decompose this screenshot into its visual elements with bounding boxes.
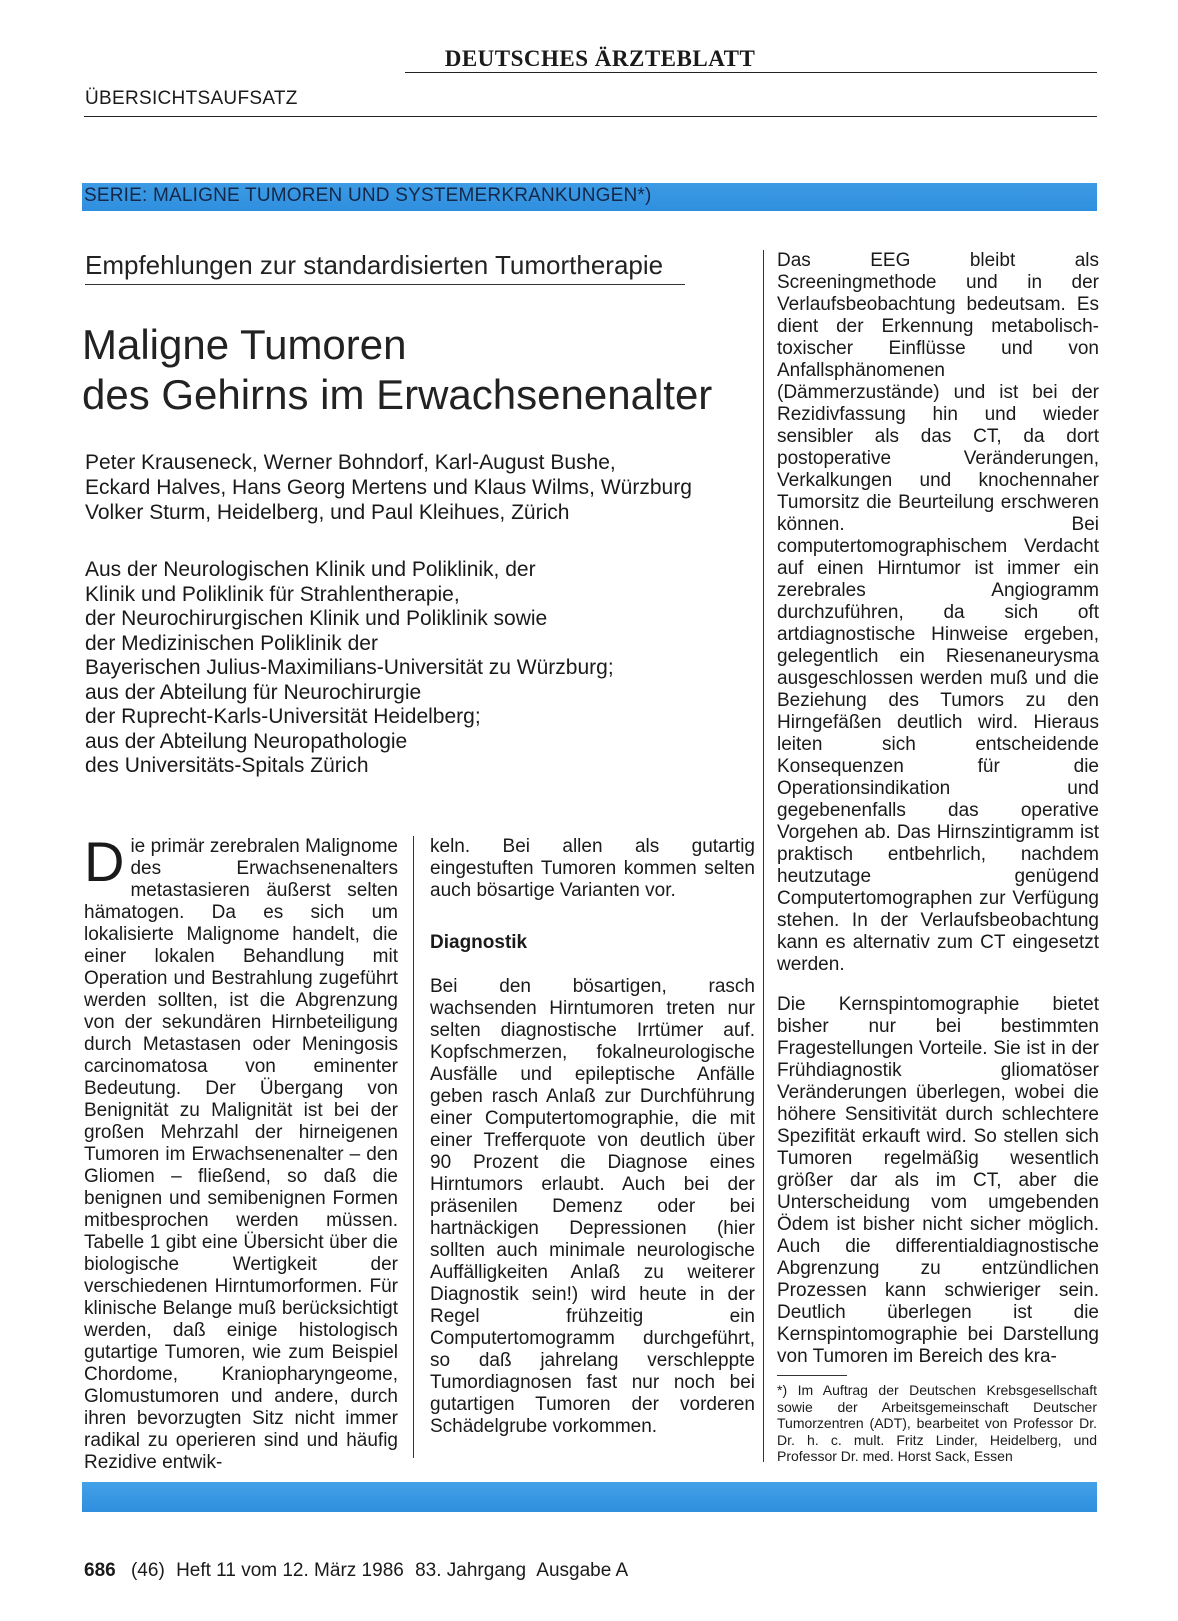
author-list (85, 450, 775, 525)
body-paragraph: keln. Bei allen als gutartig eingestuften Tumoren kommen selten auch bösartige Varianten vor. (430, 836, 755, 901)
affiliation-line: aus der Abteilung für Neurochirurgie (85, 680, 422, 704)
author-line: Volker Sturm, Heidelberg, und Paul Kleihues, Zürich (85, 501, 570, 524)
paragraph-gap (777, 976, 1099, 994)
paragraph-text: ie primär zerebralen Malignome des Erwachsenenalters metastasieren äußerst selten hämatogen. Da es sich um lokalisierte Malignome handelt, die einer lokalen Behandlung mit Operation und Bestrahlung zugeführt werden sollten, ist die Abgrenzung von der sekundären Hirnbeteiligung durch Metastasen oder Meningosis carcinomatosa von eminenter Bedeutung. Der Übergang von Benignität zu Malignität ist bei der großen Mehrzahl der hirneigenen Tumoren im Erwachsenenalter – den Gliomen – fließend, so daß die benignen und semibenignen Formen mitbesprochen werden müssen. Tabelle 1 gibt eine Übersicht über die biologische Wertigkeit der verschiedenen Hirntumorformen. Für klinische Belange muß berücksichtigt werden, daß einige histologisch gutartige Tumoren, wie zum Beispiel Chordome, Kraniopharyngeome, Glomustumoren und andere, durch ihren bevorzugten Sitz nicht immer radikal zu operieren sind und häufig Rezidive entwik- (84, 836, 398, 1473)
title-line-2: des Gehirns im Erwachsenenalter (82, 371, 713, 418)
affiliation-line: Aus der Neurologischen Klinik und Poliklinik, der (85, 558, 536, 581)
drop-cap: D (84, 830, 125, 893)
column-divider (413, 836, 414, 1458)
bottom-banner (82, 1482, 1097, 1512)
affiliation-line: Bayerischen Julius-Maximilians-Universität zu Würzburg; (85, 656, 614, 679)
body-column-3 (777, 250, 1099, 1368)
body-paragraph (84, 830, 398, 1474)
author-line: Eckard Halves, Hans Georg Mertens und Klaus Wilms, Würzburg (85, 476, 692, 499)
series-label: SERIE: MALIGNE TUMOREN UND SYSTEMERKRANKUNGEN*) (84, 185, 652, 206)
footnote-rule (777, 1375, 847, 1376)
masthead: DEUTSCHES ÄRZTEBLATT (444, 46, 756, 71)
affiliation-line: der Neurochirurgischen Klinik und Poliklinik sowie (85, 607, 548, 630)
affiliation-block (85, 558, 775, 779)
masthead-rule (405, 72, 1097, 73)
footnote: *) Im Auftrag der Deutschen Krebsgesellschaft sowie der Arbeitsgemeinschaft Deutscher Tumorzentren (ADT), bearbeitet von Professor Dr. Dr. h. c. mult. Fritz Linder, Heidelberg, und Professor Dr. med. Horst Sack, Essen (777, 1382, 1097, 1464)
title-line-1: Maligne Tumoren (82, 321, 407, 368)
article-subtitle: Empfehlungen zur standardisierten Tumortherapie (85, 250, 664, 280)
section-rule (84, 116, 1097, 117)
page-number: 686 (84, 1560, 116, 1581)
body-column-2 (430, 836, 755, 1438)
volume-info: 83. Jahrgang (415, 1560, 527, 1581)
edition-info: Ausgabe A (536, 1560, 629, 1581)
section-heading-diagnostik: Diagnostik (430, 932, 528, 953)
author-line: Peter Krauseneck, Werner Bohndorf, Karl-August Bushe, (85, 451, 616, 474)
body-paragraph: Bei den bösartigen, rasch wachsenden Hirntumoren treten nur selten diagnostische Irrtümer auf. Kopfschmerzen, fokalneurologische Ausfälle und epileptische Anfälle geben rasch Anlaß zur Durchführung einer Computertomographie, die mit einer Trefferquote von deutlich über 90 Prozent die Diagnose eines Hirntumors erlaubt. Auch bei der präsenilen Demenz oder bei hartnäckigen Depressionen (hier sollten auch minimale neurologische Auffälligkeiten Anlaß zu weiterer Diagnostik sein!) wird heute in der Regel frühzeitig ein Computertomogramm durchgeführt, so daß jahrelang verschleppte Tumordiagnosen fast nur noch bei gutartigen Tumoren der vorderen Schädelgrube vorkommen. (430, 976, 755, 1437)
affiliation-line: des Universitäts-Spitals Zürich (85, 754, 369, 777)
body-column-1 (84, 830, 398, 1474)
column-divider (763, 250, 764, 1462)
issue-info: Heft 11 vom 12. März 1986 (176, 1560, 404, 1581)
page-footer (84, 1560, 634, 1582)
subtitle-underline (85, 284, 685, 285)
affiliation-line: aus der Abteilung Neuropathologie (85, 729, 408, 753)
body-paragraph: Die Kernspintomographie bietet bisher nur bei bestimmten Fragestellungen Vorteile. Sie ist in der Frühdiagnostik gliomatöser Veränderungen überlegen, wobei die höhere Sensitivität durch schlechtere Spezifität erkauft wird. So stellen sich Tumoren regelmäßig wesentlich größer dar als im CT, aber die Unterscheidung vom umgebenden Ödem ist bisher nicht sicher möglich. Auch die differentialdiagnostische Abgrenzung zu entzündlichen Prozessen kann schwieriger sein. Deutlich überlegen ist die Kernspintomographie bei Darstellung von Tumoren im Bereich des kra- (777, 994, 1099, 1367)
article-title (82, 320, 782, 420)
affiliation-line: der Ruprecht-Karls-Universität Heidelberg; (85, 705, 481, 728)
page-number-secondary: (46) (130, 1560, 165, 1581)
body-paragraph: Das EEG bleibt als Screeningmethode und in der Verlaufsbeobachtung bedeutsam. Es dient der Erkennung metabolisch-toxischer Einflüsse und von Anfallsphänomenen (Dämmerzustände) und ist bei der Rezidivfassung hin und wieder sensibler als das CT, da dort postoperative Veränderungen, Verkalkungen und knochennaher Tumorsitz die Beurteilung erschweren können. Bei computertomographischem Verdacht auf einen Hirntumor ist immer ein zerebrales Angiogramm durchzuführen, da sich oft artdiagnostische Hinweise ergeben, gelegentlich ein Riesenaneurysma ausgeschlossen werden muß und die Beziehung des Tumors zu den Hirngefäßen deutlich wird. Hieraus leiten sich entscheidende Konsequenzen für die Operationsindikation und gegebenenfalls das operative Vorgehen ab. Das Hirnszintigramm ist praktisch entbehrlich, nachdem heutzutage genügend Computertomographen zur Verfügung stehen. In der Verlaufsbeobachtung kann es alternativ zum CT eingesetzt werden. (777, 250, 1099, 975)
section-label: ÜBERSICHTSAUFSATZ (85, 88, 298, 109)
affiliation-line: der Medizinischen Poliklinik der (85, 631, 378, 655)
affiliation-line: Klinik und Poliklinik für Strahlentherapie, (85, 582, 460, 606)
